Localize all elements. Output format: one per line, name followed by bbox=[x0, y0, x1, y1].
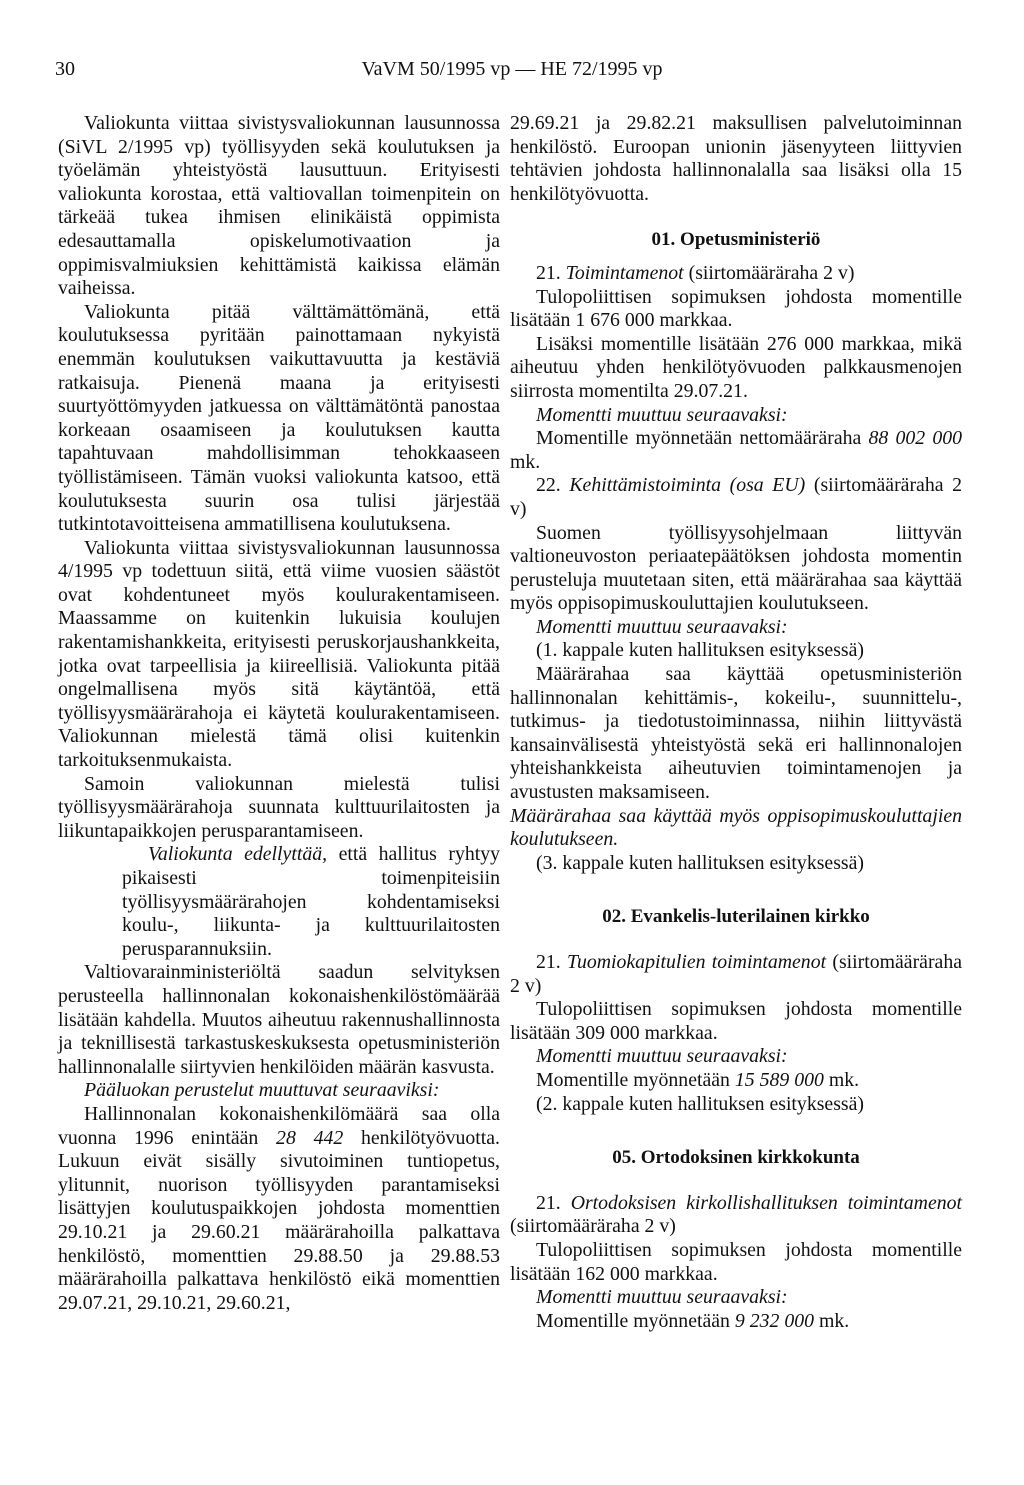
item-heading bbox=[510, 1192, 962, 1239]
paragraph: Tulopoliittisen sopimuksen johdosta momentille lisätään 162 000 markkaa. bbox=[510, 1238, 962, 1285]
change-note: Momentti muuttuu seuraavaksi: bbox=[536, 615, 788, 638]
change-note: Momentti muuttuu seuraavaksi: bbox=[536, 1286, 788, 1309]
paragraph bbox=[510, 1069, 962, 1093]
item-title: Ortodoksisen kirkollishallituksen toimintamenot bbox=[570, 1191, 962, 1214]
paragraph bbox=[510, 805, 962, 852]
paragraph: Valtiovarainministeriöltä saadun selvityksen perusteella hallinnonalan kokonaishenkilöstömäärää lisätään kahdella. Muutos aiheutuu rakennushallinnosta ja teknillisestä tarkastuskeskuksesta opetusministeriön hallinnonalalle siirtyvien henkilöiden määrän kasvusta. bbox=[58, 961, 500, 1078]
paragraph-text: henkilötyövuotta. Lukuun eivät sisälly sivutoiminen tuntiopetus, ylitunnit, nuorison työllisyyden parantamiseksi lisättyjen koulutuspaikkojen johdosta momenttien 29.10.21 ja 29.60.21 määrärahoilla palkattava henkilöstö, momenttien 29.88.50 ja 29.88.53 määrärahoilla palkattava henkilöstö eikä momenttien 29.07.21, 29.10.21, 29.60.21, bbox=[58, 1126, 500, 1314]
emphasis: Valiokunta edellyttää, bbox=[148, 843, 328, 866]
paragraph: Tulopoliittisen sopimuksen johdosta momentille lisätään 1 676 000 markkaa. bbox=[510, 285, 962, 332]
item-heading bbox=[510, 262, 962, 286]
paragraph: (3. kappale kuten hallituksen esityksessä) bbox=[536, 851, 864, 874]
paragraph: Samoin valiokunnan mielestä tulisi työllisyysmäärärahoja suunnata kulttuurilaitosten ja liikuntapaikkojen perusparantamiseen. bbox=[58, 772, 500, 842]
page-header bbox=[0, 58, 1024, 90]
amount: 15 589 000 bbox=[734, 1068, 824, 1091]
emphasis-number: 28 442 bbox=[276, 1126, 344, 1149]
paragraph: Valiokunta viittaa sivistysvaliokunnan lausunnossa (SiVL 2/1995 vp) työllisyyden sekä koulutuksen ja työelämän yhteistyöstä lausuttuun. Erityisesti valiokunta korostaa, että valtiovallan toimenpitein on tärkeää tukea ihmisen elinikäistä oppimista edesauttamalla opiskelumotivaation ja oppimisvalmiuksien kehittämistä kaikissa elämän vaiheissa. bbox=[58, 112, 500, 300]
paragraph: Valiokunta pitää välttämättömänä, että koulutuksessa pyritään painottamaan nykyistä enemmän koulutuksen vaikuttavuutta ja kestäviä ratkaisuja. Pienenä maana ja erityisesti suurtyöttömyyden jatkuessa on välttämätöntä panostaa korkeaan osaamiseen ja koulutuksen kautta tapahtuvaan mahdollisimman tehokkaaseen työllistämiseen. Tämän vuoksi valiokunta katsoo, että koulutuksesta suurin osa tulisi järjestää tutkintotavoitteisena ammatillisena koulutuksena. bbox=[58, 300, 500, 536]
left-column bbox=[58, 112, 500, 1315]
paragraph-text: että hallitus ryhtyy pikaisesti toimenpiteisiin työllisyysmäärärahojen kohdentamiseksi koulu-, liikunta- ja kulttuurilaitosten perusparannuksiin. bbox=[122, 843, 501, 960]
item-heading bbox=[510, 474, 962, 521]
section-heading: 05. Ortodoksinen kirkkokunta bbox=[612, 1147, 860, 1169]
change-note: Momentti muuttuu seuraavaksi: bbox=[536, 403, 788, 426]
paragraph: Määrärahaa saa käyttää opetusministeriön hallinnonalan kehittämis-, kokeilu-, suunnittelu-, tutkimus- ja tiedotustoiminnassa, niihin liittyvästä kansainvälisestä yhteistyöstä sekä eri hallinnonalojen yhteishankkeista aiheutuvien toimintamenojen ja avustusten maksamiseen. bbox=[510, 663, 962, 804]
section-heading: 02. Evankelis-luterilainen kirkko bbox=[602, 906, 870, 928]
amount: 88 002 000 bbox=[868, 427, 963, 450]
requirement-paragraph bbox=[58, 843, 500, 961]
paragraph bbox=[510, 404, 962, 428]
item-type: (siirtomääräraha 2 v) bbox=[510, 951, 962, 997]
item-heading bbox=[510, 951, 962, 998]
paragraph bbox=[510, 616, 962, 640]
item-title: Kehittämistoiminta (osa EU) bbox=[569, 474, 806, 497]
paragraph-text: Hallinnonalan kokonaishenkilömäärä saa olla vuonna 1996 enintään bbox=[58, 1102, 500, 1149]
paragraph bbox=[58, 1079, 500, 1103]
paragraph: Valiokunta viittaa sivistysvaliokunnan lausunnossa 4/1995 vp todettuun siitä, että viime vuosien säästöt ovat kohdentuneet myös koulurakentamiseen. Maassamme on kuitenkin lukuisia koulujen rakentamishankkeita, erityisesti peruskorjaushankkeita, jotka ovat tarpeellisia ja kiireellisiä. Valiokunta pitää ongelmallisena myös sitä käytäntöä, että työllisyysmäärärahoja ei käytetä koulurakentamiseen. Valiokunnan mielestä tämä olisi kuitenkin tarkoituksenmukaista. bbox=[58, 536, 500, 772]
item-title: Tuomiokapitulien toimintamenot bbox=[567, 951, 827, 973]
paragraph bbox=[510, 1286, 962, 1310]
paragraph: 29.69.21 ja 29.82.21 maksullisen palvelutoiminnan henkilöstö. Euroopan unionin jäsenyyteen liittyvien tehtävien johdosta hallinnonalalla saa lisäksi olla 15 henkilötyövuotta. bbox=[510, 112, 962, 205]
page-number: 30 bbox=[55, 58, 75, 80]
section-heading: 01. Opetusministeriö bbox=[651, 229, 821, 251]
item-type: (siirtomääräraha 2 v) bbox=[510, 474, 962, 520]
item-number: 22. bbox=[536, 474, 570, 497]
item-title: Toimintamenot bbox=[565, 261, 684, 284]
change-note: Momentti muuttuu seuraavaksi: bbox=[536, 1045, 788, 1068]
paragraph: Tulopoliittisen sopimuksen johdosta momentille lisätään 309 000 markkaa. bbox=[510, 998, 962, 1044]
emphasis: Määrärahaa saa käyttää myös oppisopimuskouluttajien koulutukseen. bbox=[510, 804, 962, 851]
paragraph: Suomen työllisyysohjelmaan liittyvän valtioneuvoston periaatepäätöksen johdosta momentin perusteluja muutetaan siten, että määrärahaa saa käyttää myös oppisopimuskouluttajien koulutukseen. bbox=[510, 521, 962, 615]
paragraph-text: mk. bbox=[823, 1068, 860, 1091]
paragraph bbox=[510, 1310, 962, 1334]
paragraph bbox=[510, 1045, 962, 1069]
paragraph-text: mk. bbox=[510, 450, 541, 473]
item-type: (siirtomääräraha 2 v) bbox=[683, 261, 855, 284]
right-column bbox=[510, 112, 962, 1333]
paragraph-text: mk. bbox=[814, 1309, 850, 1332]
item-number: 21. bbox=[536, 1191, 571, 1214]
section-intro: Pääluokan perustelut muuttuvat seuraaviksi: bbox=[84, 1079, 440, 1102]
running-head: VaVM 50/1995 vp — HE 72/1995 vp bbox=[361, 58, 663, 80]
item-type: (siirtomääräraha 2 v) bbox=[510, 1215, 676, 1238]
paragraph bbox=[58, 1103, 500, 1315]
paragraph: (2. kappale kuten hallituksen esityksessä) bbox=[536, 1092, 864, 1115]
amount: 9 232 000 bbox=[734, 1309, 814, 1332]
paragraph-text: Momentille myönnetään bbox=[536, 1309, 735, 1332]
paragraph bbox=[510, 427, 962, 474]
paragraph: (1. kappale kuten hallituksen esityksessä) bbox=[536, 639, 864, 662]
paragraph-text: Momentille myönnetään bbox=[536, 1068, 735, 1091]
item-number: 21. bbox=[536, 951, 568, 973]
item-number: 21. bbox=[536, 261, 566, 284]
paragraph-text: Momentille myönnetään nettomääräraha bbox=[536, 427, 869, 450]
paragraph: Lisäksi momentille lisätään 276 000 markkaa, mikä aiheutuu yhden henkilötyövuoden palkkausmenojen siirrosta momentilta 29.07.21. bbox=[510, 332, 962, 402]
